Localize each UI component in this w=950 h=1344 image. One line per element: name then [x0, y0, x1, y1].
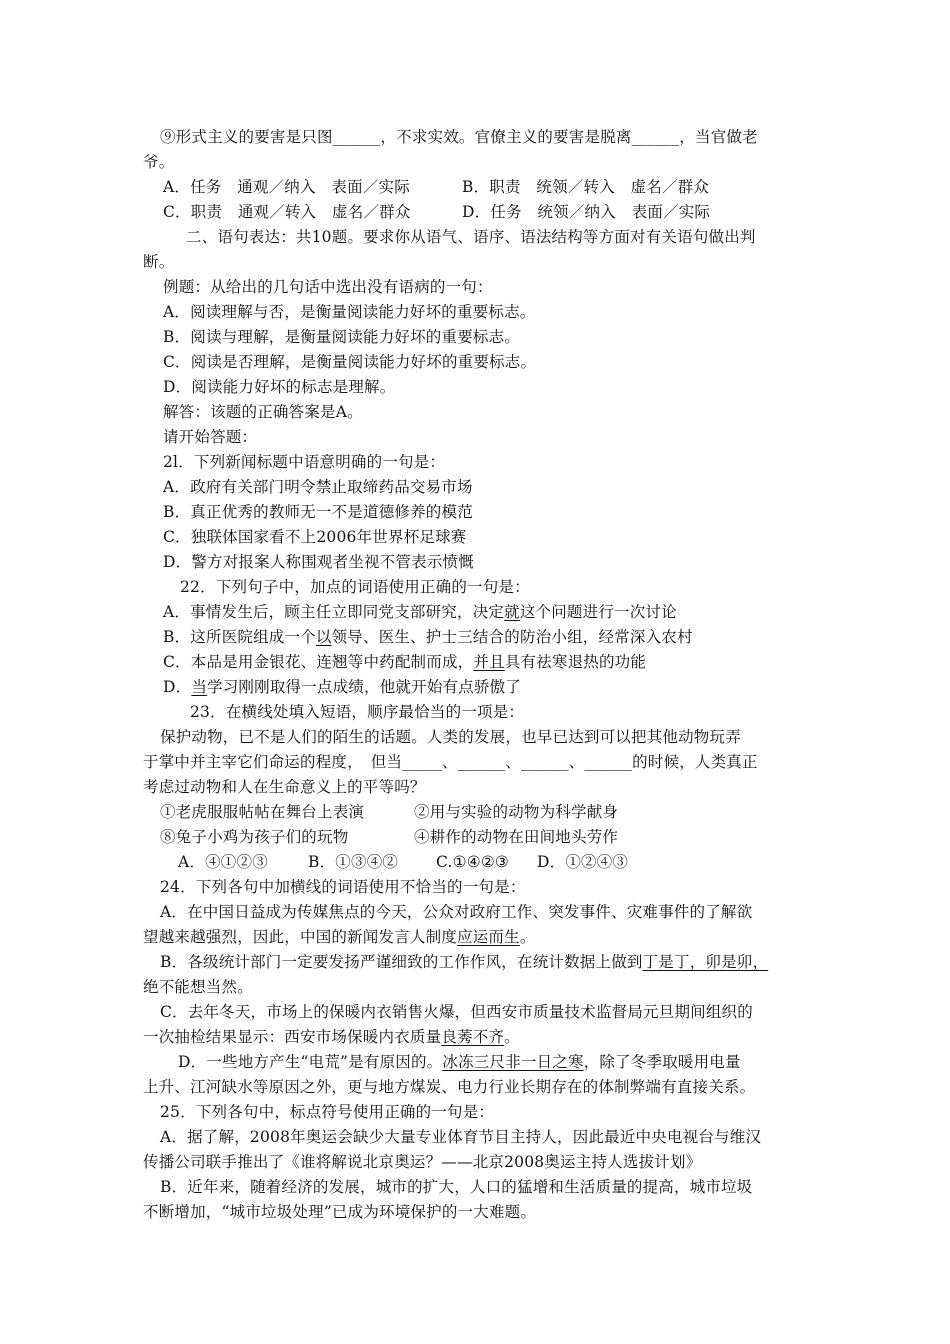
q24-c-text-end: 。 [504, 1028, 520, 1046]
q21-option-b: B．真正优秀的教师无一不是道德修养的模范 [163, 503, 473, 521]
q25-stem: 25．下列各句中，标点符号使用正确的一句是： [160, 1103, 495, 1121]
q23-item-3: ⑧兔子小鸡为孩子们的玩物 [160, 828, 349, 846]
example-question: 例题：从给出的几句话中选出没有语病的一句： [163, 278, 493, 296]
q22-option-d [163, 677, 521, 697]
q23-passage-line3: 考虑过动物和人在生命意义上的平等吗？ [143, 778, 426, 796]
q21-option-a: A．政府有关部门明令禁止取缔药品交易市场 [163, 478, 473, 496]
q19-option-a: A．任务 通观／纳入 表面／实际 [163, 178, 410, 196]
q24-option-b-line1 [160, 952, 768, 972]
q22-a-text: A．事情发生后，顾主任立即同党支部研究，决定 [163, 603, 505, 621]
q21-option-c: C．独联体国家看不上2006年世界杯足球赛 [163, 528, 467, 546]
q22-d-text: D． [163, 678, 192, 696]
q25-option-b-line1: B．近年来，随着经济的发展，城市的扩大，人口的猛增和生活质量的提高，城市垃圾 [160, 1178, 753, 1196]
q22-option-c [163, 652, 646, 672]
q19-stem-line1: ⑨形式主义的要害是只图______，不求实效。官僚主义的要害是脱离______，当官做老 [160, 128, 758, 146]
q22-a-dotted-word: 就 [504, 603, 520, 621]
example-option-b: B．阅读与理解，是衡量阅读能力好坏的重要标志。 [163, 328, 520, 346]
q22-b-text: B．这所医院组成一个 [163, 628, 316, 646]
q24-a-text: 望越来越强烈，因此，中国的新闻发言人制度 [143, 928, 458, 946]
q24-option-a-line2 [143, 927, 536, 947]
q24-option-c-line2 [143, 1027, 520, 1047]
q23-item-2: ②用与实验的动物为科学献身 [414, 803, 619, 821]
q24-option-b-line2: 绝不能想当然。 [143, 978, 253, 996]
q22-b-text-end: 领导、医生、护士三结合的防治小组，经常深入农村 [331, 628, 693, 646]
q23-option-b: B．①③④② [308, 853, 399, 871]
q23-option-d: D．①②④③ [537, 853, 629, 871]
q19-option-b: B．职责 统领／转入 虚名／群众 [462, 178, 710, 196]
q23-stem: 23．在横线处填入短语，顺序最恰当的一项是： [190, 703, 525, 721]
q24-c-underlined: 良莠不齐 [441, 1028, 505, 1046]
q25-option-a-line1: A．据了解，2008年奥运会缺少大量专业体育节目主持人，因此最近中央电视台与维汉 [160, 1128, 762, 1146]
q19-stem-line2: 爷。 [143, 153, 175, 171]
q24-option-d-line1 [178, 1052, 741, 1072]
example-option-a: A．阅读理解与否，是衡量阅读能力好坏的重要标志。 [163, 303, 536, 321]
q19-option-d: D．任务 统领／纳入 表面／实际 [462, 203, 711, 221]
q22-stem: 22．下列句子中，加点的词语使用正确的一句是： [180, 578, 530, 596]
q19-option-c: C．职责 通观／转入 虚名／群众 [163, 203, 411, 221]
q25-option-a-line2: 传播公司联手推出了《谁将解说北京奥运？——北京2008奥运主持人选拔计划》 [143, 1153, 702, 1171]
q24-c-text: 一次抽检结果显示：西安市场保暖内衣质量 [143, 1028, 442, 1046]
q22-d-dotted-word: 当 [191, 678, 208, 696]
q23-option-a: A．④①②③ [178, 853, 268, 871]
q23-passage-line1: 保护动物，已不是人们的陌生的话题。人类的发展，也早已达到可以把其他动物玩弄 [160, 728, 741, 746]
section2-intro-line2: 断。 [143, 253, 175, 271]
q24-a-underlined: 应运而生 [457, 928, 520, 946]
q22-c-text: C．本品是用金银花、连翘等中药配制而成， [163, 653, 474, 671]
q24-option-d-line2: 上升、江河缺水等原因之外，更与地方煤炭、电力行业长期存在的体制弊端有直接关系。 [143, 1078, 756, 1096]
q24-d-text: D．一些地方产生“电荒”是有原因的。 [178, 1053, 443, 1071]
q24-stem: 24．下列各句中加横线的词语使用不恰当的一句是： [160, 878, 526, 896]
q24-d-underlined: 冰冻三尺非一日之寒 [442, 1053, 584, 1071]
start-answering: 请开始答题： [163, 428, 258, 446]
q23-item-4: ④耕作的动物在田间地头劳作 [414, 828, 619, 846]
example-answer: 解答：该题的正确答案是A。 [163, 403, 363, 421]
q22-b-dotted-word: 以 [315, 628, 332, 646]
q25-option-b-line2: 不断增加，“城市垃圾处理”已成为环境保护的一大难题。 [143, 1203, 537, 1221]
example-option-c: C．阅读是否理解，是衡量阅读能力好坏的重要标志。 [163, 353, 537, 371]
q23-item-1: ①老虎服服帖帖在舞台上表演 [160, 803, 365, 821]
q22-option-b [163, 627, 693, 647]
q22-d-text-end: 学习刚刚取得一点成绩，他就开始有点骄傲了 [207, 678, 522, 696]
q24-option-c-line1: C．去年冬天，市场上的保暖内衣销售火爆，但西安市质量技术监督局元旦期间组织的 [160, 1003, 753, 1021]
q22-c-text-end: 具有祛寒退热的功能 [504, 653, 647, 671]
q21-stem: 2l．下列新闻标题中语意明确的一句是： [163, 453, 446, 471]
q21-option-d: D．警方对报案人称围观者坐视不管表示愤慨 [163, 553, 474, 571]
q22-a-text-end: 这个问题进行一次讨论 [519, 603, 677, 621]
example-option-d: D．阅读能力好坏的标志是理解。 [163, 378, 396, 396]
q23-option-c: C.①④②③ [436, 853, 510, 871]
q23-passage-line2: 于掌中并主宰它们命运的程度， 但当_____、______、______、______的时候，人类真正 [143, 753, 758, 771]
q24-b-underlined: 丁是丁，卯是卯， [642, 953, 769, 971]
q24-option-a-line1: A．在中国日益成为传媒焦点的今天，公众对政府工作、突发事件、灾难事件的了解欲 [160, 903, 753, 921]
q24-d-text-end: ，除了冬季取暖用电量 [583, 1053, 741, 1071]
q22-c-dotted-word: 并且 [473, 653, 505, 671]
q22-option-a [163, 602, 677, 622]
q24-a-text-end: 。 [519, 928, 536, 946]
section2-intro-line1: 二、语句表达：共10题。要求你从语气、语序、语法结构等方面对有关语句做出判 [186, 228, 756, 246]
q24-b-text: B．各级统计部门一定要发扬严谨细致的工作作风，在统计数据上做到 [160, 953, 643, 971]
